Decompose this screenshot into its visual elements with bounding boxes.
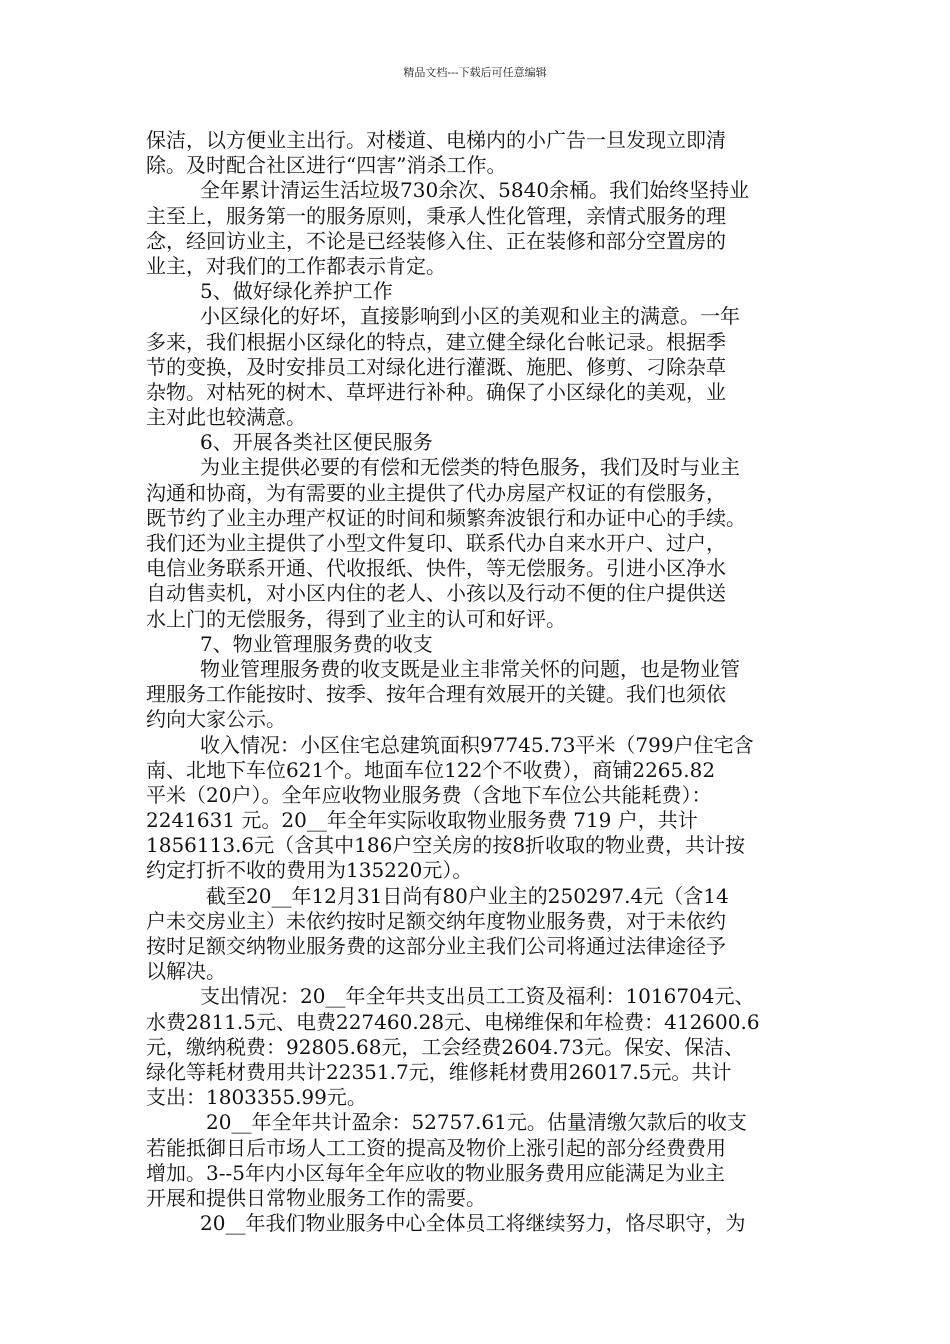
text-line: 20__年全年共计盈余：52757.61元。估量清缴欠款后的收支 xyxy=(206,1110,747,1135)
section-heading: 6、开展各类社区便民服务 xyxy=(200,430,433,455)
text-line: 约定打折不收的费用为135220元）。 xyxy=(146,858,473,883)
text-line: 开展和提供日常物业服务工作的需要。 xyxy=(146,1185,486,1210)
text-line: 若能抵御日后市场人工工资的提高及物价上涨引起的部分经费费用 xyxy=(146,1135,726,1160)
text-line: 自动售卖机，对小区内住的老人、小孩以及行动不便的住户提供送 xyxy=(146,581,726,606)
text-line: 全年累计清运生活垃圾730余次、5840余桶。我们始终坚持业 xyxy=(200,178,750,203)
text-line: 按时足额交纳物业服务费的这部分业主我们公司将通过法律途径予 xyxy=(146,934,726,958)
text-line: 业主，对我们的工作都表示肯定。 xyxy=(146,253,446,278)
text-line: 水上门的无偿服务，得到了业主的认可和好评。 xyxy=(146,606,566,631)
text-line: 保洁，以方便业主出行。对楼道、电梯内的小广告一旦发现立即清 xyxy=(146,128,726,152)
text-line: 水费2811.5元、电费227460.28元、电梯维保和年检费：412600.6 xyxy=(146,1009,760,1034)
text-line: 2241631 元。20__年全年实际收取物业服务费 719 户，共计 xyxy=(146,808,698,833)
text-line: 节的变换，及时安排员工对绿化进行灌溉、施肥、修剪、刁除杂草 xyxy=(146,354,726,379)
text-line: 物业管理服务费的收支既是业主非常关怀的问题，也是物业管 xyxy=(200,656,740,681)
text-line: 既节约了业主办理产权证的时间和频繁奔波银行和办证中心的手续。 xyxy=(146,505,746,530)
text-line: 增加。3--5年内小区每年全年应收的物业服务费用应能满足为业主 xyxy=(146,1160,725,1185)
text-line: 理服务工作能按时、按季、按年合理有效展开的关键。我们也须依 xyxy=(146,682,726,707)
page-header: 精品文档---下载后可任意编辑 xyxy=(403,66,547,79)
text-line: 主至上，服务第一的服务原则，秉承人性化管理，亲情式服务的理 xyxy=(146,203,726,228)
text-line: 1856113.6元（含其中186户空关房的按8折收取的物业费，共计按 xyxy=(146,833,746,858)
text-line: 绿化等耗材费用共计22351.7元，维修耗材费用26017.5元。共计 xyxy=(146,1059,732,1084)
section-heading: 7、物业管理服务费的收支 xyxy=(200,631,433,656)
text-line: 约向大家公示。 xyxy=(146,707,286,732)
text-line: 为业主提供必要的有偿和无偿类的特色服务，我们及时与业主 xyxy=(200,455,740,480)
text-line: 主对此也较满意。 xyxy=(146,405,306,430)
text-line: 支出情况：20__年全年共支出员工工资及福利：1016704元、 xyxy=(200,984,755,1009)
text-line: 念，经回访业主，不论是已经装修入住、正在装修和部分空置房的 xyxy=(146,228,726,253)
text-line: 多来，我们根据小区绿化的特点，建立健全绿化台帐记录。根据季 xyxy=(146,329,726,354)
text-line: 元，缴纳税费：92805.68元，工会经费2604.73元。保安、保洁、 xyxy=(146,1034,745,1059)
text-line: 沟通和协商，为有需要的业主提供了代办房屋产权证的有偿服务， xyxy=(146,480,726,505)
document-body xyxy=(146,128,808,1236)
text-line: 小区绿化的好坏，直接影响到小区的美观和业主的满意。一年 xyxy=(200,304,740,329)
text-line: 平米（20户）。全年应收物业服务费（含地下车位公共能耗费）： xyxy=(146,782,712,807)
text-line: 除。及时配合社区进行“四害”消杀工作。 xyxy=(146,153,507,178)
text-line: 收入情况：小区住宅总建筑面积97745.73平米（799户住宅含 xyxy=(200,732,754,757)
text-line: 支出：1803355.99元。 xyxy=(146,1085,367,1110)
text-line: 截至20__年12月31日尚有80户业主的250297.4元（含14 xyxy=(206,883,729,908)
text-line: 南、北地下车位621个。地面车位122个不收费），商铺2265.82 xyxy=(146,757,716,782)
text-line: 电信业务联系开通、代收报纸、快件，等无偿服务。引进小区净水 xyxy=(146,556,726,581)
text-line: 户未交房业主）未依约按时足额交纳年度物业服务费，对于未依约 xyxy=(146,908,726,933)
text-line: 以解决。 xyxy=(146,959,226,984)
section-heading: 5、做好绿化养护工作 xyxy=(200,279,393,304)
text-line: 20__年我们物业服务中心全体员工将继续努力，恪尽职守，为 xyxy=(200,1211,746,1236)
text-line: 我们还为业主提供了小型文件复印、联系代办自来水开户、过户， xyxy=(146,531,726,555)
text-line: 杂物。对枯死的树木、草坪进行补种。确保了小区绿化的美观，业 xyxy=(146,379,726,404)
